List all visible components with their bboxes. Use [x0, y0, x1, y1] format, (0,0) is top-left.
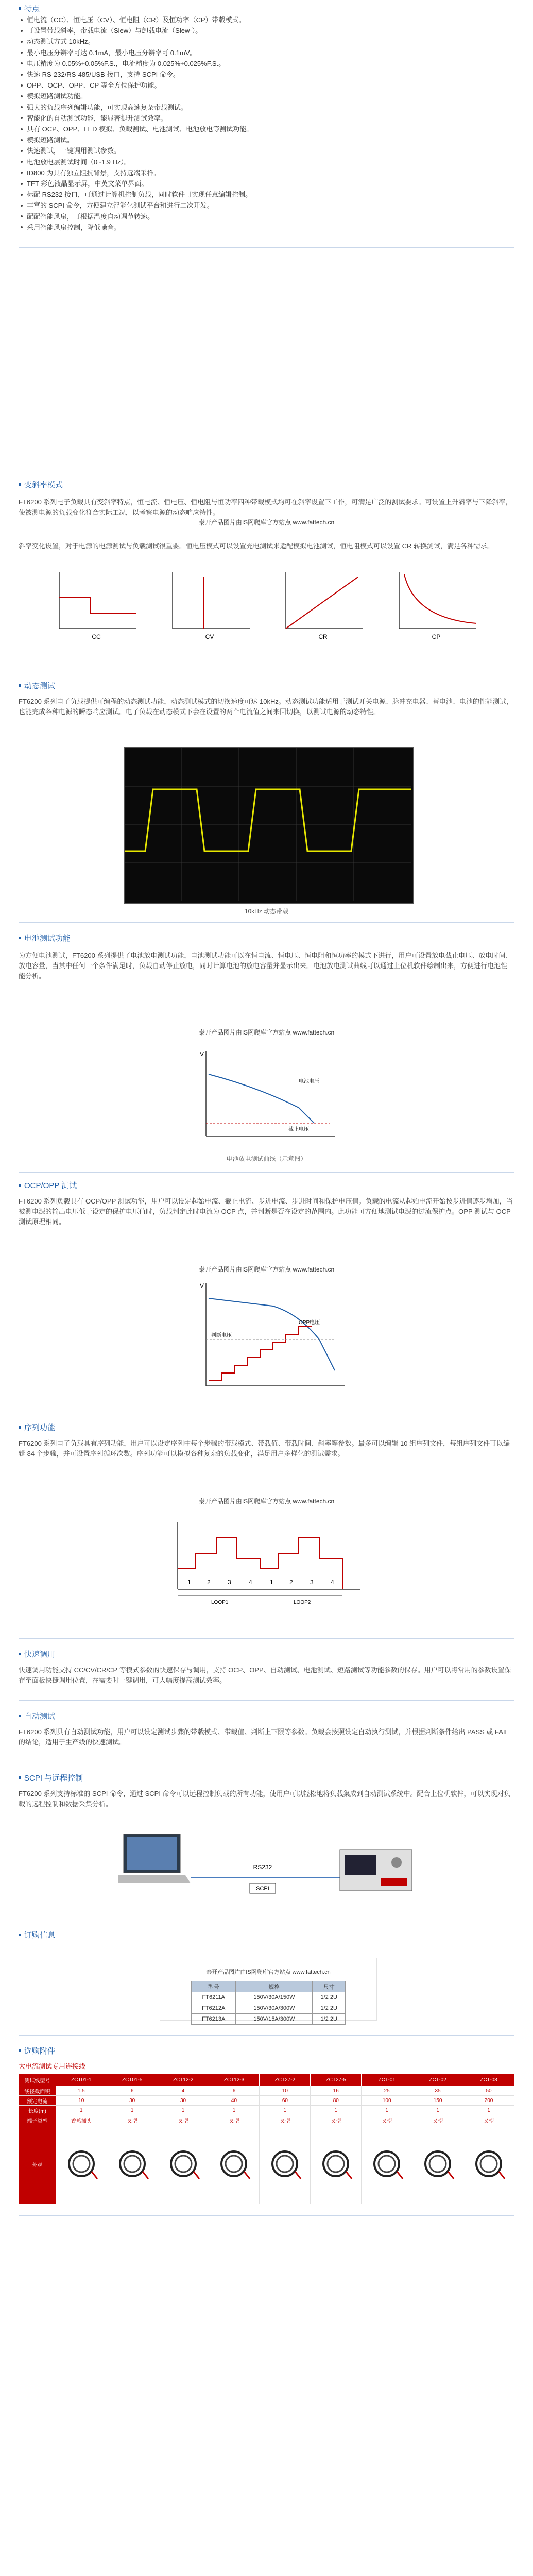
divider	[19, 922, 514, 923]
chart-cv	[173, 572, 250, 640]
cable-cell: 60	[260, 2096, 311, 2106]
ocp-pout-label: OPP电压	[299, 1320, 320, 1326]
cable-cell: 叉型	[412, 2115, 463, 2125]
cable-cell: 1	[412, 2106, 463, 2115]
cable-coil-icon	[216, 2146, 252, 2182]
list-step: 2	[289, 1579, 293, 1586]
list-paragraph: FT6200 系列电子负载具有序列功能，用户可以设定序列中每个步骤的带载模式、带载值、带载时间、斜率等参数。最多可以编辑 10 组序列文件，每组序列文件可以编辑 84 个步骤，并可设置序列循环次数。序列功能可以模拟各种复杂的负载变化，满足用户多样化的测试需求。	[19, 1439, 510, 1458]
dynamic-paragraph: FT6200 系列电子负载提供可编程的动态测试功能，动态测试模式的切换速度可达 10kHz。动态测试功能适用于测试开关电源、脉冲充电器、蓄电池、电池的性能测试，也能完成各种电源的瞬态响应测试。电子负载在动态模式下会在设置的两个电流值之间来回切换，以测试电源的动态特性。	[19, 698, 513, 716]
battery-caption: 电池放电测试曲线（示意图）	[226, 1155, 307, 1162]
cable-cell: 16	[311, 2086, 362, 2096]
battery-title: 电池测试功能	[19, 933, 71, 943]
laptop-icon	[118, 1834, 191, 1883]
slew-charts	[49, 567, 492, 644]
order-table-body	[192, 1992, 346, 2025]
bullet-icon	[21, 128, 23, 130]
cable-header-cell: ZCT-01	[362, 2074, 412, 2086]
feature-text: 模拟短路测试功能。	[27, 92, 88, 100]
cable-cell: 6	[107, 2086, 158, 2096]
list-step: 4	[331, 1579, 334, 1586]
cable-cell: 叉型	[362, 2115, 412, 2125]
slew-paragraph-2: 斜率变化设置，对于电源的电源测试与负载测试很重要。恒电压模式可以设置充电测试来适配模拟电池测试，恒电阻模式可以设置 CR 转换测试，满足各种需求。	[19, 542, 494, 550]
section-bullet-icon	[19, 1426, 21, 1429]
order-cell: 1/2 2U	[313, 2003, 346, 2014]
chart-cc	[59, 572, 136, 640]
features-title: 特点	[19, 3, 40, 14]
order-image	[160, 1958, 377, 2021]
cable-header-cell: ZCT12-3	[209, 2074, 260, 2086]
divider	[19, 1700, 514, 1701]
bullet-icon	[21, 52, 23, 54]
cable-cell: 线径截面积	[19, 2086, 56, 2096]
bullet-icon	[21, 150, 23, 152]
dynamic-title: 动态测试	[19, 680, 55, 691]
cable-cell: 1	[260, 2106, 311, 2115]
cable-cell: 叉型	[260, 2115, 311, 2125]
cables-table-body	[19, 2086, 514, 2204]
feature-text: 智能化的自动测试功能，能显著提升测试效率。	[27, 114, 168, 122]
bullet-icon	[21, 62, 23, 64]
table-row	[19, 2115, 514, 2125]
table-row	[192, 1992, 346, 2003]
feature-text: 电压精度为 0.05%+0.05%F.S.，电流精度为 0.025%+0.025%F.S.。	[27, 59, 226, 67]
auto-paragraph: FT6200 系列具有自动测试功能，用户可以设定测试步骤的带载模式、带载值、判断上下限等参数。负载会按照设定自动执行测试，并根据判断条件给出 PASS 或 FAIL 的结论，适用于生产线的快速测试。	[19, 1728, 509, 1746]
bullet-icon	[21, 106, 23, 108]
electronic-load-device-icon	[340, 1850, 412, 1891]
cable-cell: 10	[56, 2096, 107, 2106]
chart-label-cp: CP	[432, 633, 441, 640]
cable-header-cell: 测试线型号	[19, 2074, 56, 2086]
feature-item	[19, 58, 253, 69]
cable-header-cell: ZCT27-5	[311, 2074, 362, 2086]
bullet-icon	[21, 19, 23, 21]
cable-header-cell: ZCT-02	[412, 2074, 463, 2086]
cable-photo-label: 外观	[19, 2125, 56, 2204]
section-bullet-icon	[19, 1184, 21, 1187]
cable-header-cell: ZCT01-1	[56, 2074, 107, 2086]
feature-item	[19, 200, 253, 211]
order-cell: 150V/30A/150W	[236, 1992, 313, 2003]
order-cell: 150V/15A/300W	[236, 2014, 313, 2025]
cable-cell: 30	[158, 2096, 209, 2106]
cable-cell: 25	[362, 2086, 412, 2096]
feature-item	[19, 14, 253, 25]
section-bullet-icon	[19, 937, 21, 939]
feature-list	[19, 14, 253, 233]
cable-photo-cell	[209, 2125, 260, 2204]
feature-text: OPP、OCP、OPP、CP 等全方位保护功能。	[27, 81, 161, 90]
section-bullet-icon	[19, 684, 21, 687]
ocp-axis-v: V	[200, 1282, 204, 1290]
ocp-chart-svg	[196, 1278, 350, 1396]
slew-charts-svg	[49, 567, 492, 644]
cable-cell: 6	[209, 2086, 260, 2096]
table-row	[192, 2003, 346, 2014]
cable-cell: 叉型	[107, 2115, 158, 2125]
cable-photo-cell	[463, 2125, 514, 2204]
feature-item	[19, 178, 253, 189]
loop-label: LOOP2	[294, 1600, 311, 1605]
bullet-icon	[21, 74, 23, 76]
feature-item	[19, 80, 253, 91]
table-row	[19, 2096, 514, 2106]
order-cell: FT6211A	[192, 1992, 236, 2003]
cable-cell: 香蕉插头	[56, 2115, 107, 2125]
battery-cutoff-label: 截止电压	[288, 1127, 309, 1132]
cable-cell: 4	[158, 2086, 209, 2096]
divider	[19, 1638, 514, 1639]
remote-title: SCPI 与远程控制	[19, 1772, 83, 1783]
bullet-icon	[21, 41, 23, 43]
cable-photo-cell	[56, 2125, 107, 2204]
divider	[19, 2215, 514, 2216]
bullet-icon	[21, 84, 23, 87]
ocp-trig-label: 判断电压	[211, 1333, 232, 1338]
cable-cell: 叉型	[311, 2115, 362, 2125]
order-cell: FT6212A	[192, 2003, 236, 2014]
feature-item	[19, 145, 253, 156]
quick-paragraph: 快速调用功能支持 CC/CV/CR/CP 等模式参数的快速保存与调用，支持 OCP、OPP、自动测试、电池测试、短路测试等功能参数的保存。用户可以将常用的参数设置保存至面板快捷调用位置，在需要时一键调用，可大幅度提高测试效率。	[19, 1666, 511, 1684]
feature-item	[19, 25, 253, 36]
feature-text: 模拟短路测试。	[27, 136, 74, 144]
slew-title: 变斜率模式	[19, 479, 63, 490]
list-step: 3	[228, 1579, 231, 1586]
battery-chart	[196, 1046, 340, 1149]
chart-cr	[286, 572, 363, 640]
feature-text: 恒电流（CC）、恒电压（CV）、恒电阻（CR）及恒功率（CP）带载模式。	[27, 16, 246, 24]
battery-curve-label: 电池电压	[299, 1079, 319, 1084]
cable-coil-icon	[369, 2146, 405, 2182]
auto-title: 自动测试	[19, 1710, 55, 1721]
feature-item	[19, 69, 253, 80]
battery-axis-v: V	[200, 1050, 204, 1058]
cable-cell: 叉型	[209, 2115, 260, 2125]
feature-item	[19, 124, 253, 134]
feature-text: 电池放电层测试时间（0~1.9 Hz）。	[27, 158, 131, 166]
scpi-label: SCPI	[256, 1886, 269, 1892]
feature-text: 快速测试，一键调用测试参数。	[27, 147, 121, 155]
cable-cell: 叉型	[158, 2115, 209, 2125]
watermark: 泰开产品图片由IS网爬库官方站点 www.fattech.cn	[198, 1498, 335, 1505]
cable-header-cell: ZCT-03	[463, 2074, 514, 2086]
feature-text: 丰富的 SCPI 命令，方便建立智能化测试平台和进行二次开发。	[27, 201, 214, 210]
watermark: 泰开产品图片由IS网爬库官方站点 www.fattech.cn	[198, 519, 335, 526]
bullet-icon	[21, 183, 23, 185]
feature-text: 最小电压分辨率可达 0.1mA，最小电压分辨率可 0.1mV。	[27, 48, 197, 57]
order-header-cell: 规格	[236, 1981, 313, 1992]
cable-photo-row	[19, 2125, 514, 2204]
order-header-cell: 型号	[192, 1981, 236, 1992]
bullet-icon	[21, 117, 23, 119]
cable-photo-cell	[412, 2125, 463, 2204]
dynamic-caption: 10kHz 动态带载	[244, 908, 289, 915]
cable-cell: 端子类型	[19, 2115, 56, 2125]
cable-coil-icon	[267, 2146, 303, 2182]
cable-cell: 1	[209, 2106, 260, 2115]
chart-cp	[399, 572, 476, 640]
cable-cell: 35	[412, 2086, 463, 2096]
list-title: 序列功能	[19, 1422, 55, 1433]
section-bullet-icon	[19, 1653, 21, 1655]
section-bullet-icon	[19, 1776, 21, 1779]
section-bullet-icon	[19, 7, 21, 10]
feature-item	[19, 91, 253, 101]
bullet-icon	[21, 95, 23, 97]
bullet-icon	[21, 205, 23, 207]
ocp-chart	[196, 1278, 350, 1396]
feature-item	[19, 102, 253, 113]
feature-item	[19, 113, 253, 124]
cable-cell: 80	[311, 2096, 362, 2106]
cable-cell: 1	[463, 2106, 514, 2115]
list-step: 1	[187, 1579, 191, 1586]
oscilloscope-screenshot	[124, 747, 414, 904]
cable-cell: 长度(m)	[19, 2106, 56, 2115]
cable-cell: 叉型	[463, 2115, 514, 2125]
feature-item	[19, 222, 253, 233]
feature-text: 快速 RS-232/RS-485/USB 接口，支持 SCPI 命令。	[27, 71, 180, 79]
bullet-icon	[21, 194, 23, 196]
cable-photo-cell	[362, 2125, 412, 2204]
cable-cell: 50	[463, 2086, 514, 2096]
divider	[19, 2035, 514, 2036]
feature-text: 动态测试方式 10kHz。	[27, 38, 95, 46]
cable-header-cell: ZCT27-2	[260, 2074, 311, 2086]
battery-chart-svg	[196, 1046, 340, 1149]
feature-item	[19, 157, 253, 167]
table-row	[19, 2086, 514, 2096]
cable-coil-icon	[318, 2146, 354, 2182]
bullet-icon	[21, 172, 23, 174]
feature-text: 强大的负载序列编辑功能，可实现高速复杂带载测试。	[27, 103, 188, 111]
cable-coil-icon	[63, 2146, 99, 2182]
feature-text: 具有 OCP、OPP、LED 模拟、负载测试、电池测试、电池放电等测试功能。	[27, 125, 253, 133]
cable-cell: 100	[362, 2096, 412, 2106]
list-step: 2	[207, 1579, 211, 1586]
rs232-label: RS232	[253, 1863, 272, 1871]
divider	[19, 247, 514, 248]
remote-paragraph: FT6200 系列支持标准的 SCPI 命令，通过 SCPI 命令可以远程控制负载的所有功能，使用户可以轻松地将负载集成到自动测试系统中。配合上位机软件，可以实现对负载的远程控制和数据采集分析。	[19, 1790, 511, 1808]
table-row	[192, 2014, 346, 2025]
cable-cell: 1	[107, 2106, 158, 2115]
section-bullet-icon	[19, 2049, 21, 2052]
remote-diagram-svg	[118, 1829, 417, 1901]
cable-cell: 1.5	[56, 2086, 107, 2096]
feature-item	[19, 189, 253, 200]
cables-title: 选购附件	[19, 2045, 55, 2056]
ocp-paragraph: FT6200 系列负载具有 OCP/OPP 测试功能，用户可以设定起始电流、截止电流、步进电流、步进时间和保护电压值。负载的电流从起始电流开始按步进值逐步增加，当被测电源的输出电压低于设定的保护电压值时，负载判定此时电流为 OCP 点，并判断是否在设定的范围内。此功能可方便地测试电源的过流保护点。OPP 测试与 OCP 测试原理相同。	[19, 1197, 513, 1226]
cables-subtitle: 大电流测试专用连接线	[19, 2062, 86, 2070]
section-bullet-icon	[19, 1934, 21, 1936]
feature-text: 标配 RS232 接口，可通过计算机控制负载，同时软件可实现任意编辑控制。	[27, 191, 252, 199]
bullet-icon	[21, 226, 23, 228]
feature-text: 可设置带载斜率，带载电流（Slew）与卸载电流（Slew-）。	[27, 27, 202, 35]
order-cell: 1/2 2U	[313, 2014, 346, 2025]
cable-cell: 30	[107, 2096, 158, 2106]
cables-table	[19, 2074, 514, 2204]
bullet-icon	[21, 215, 23, 217]
cable-cell: 额定电流	[19, 2096, 56, 2106]
bullet-icon	[21, 161, 23, 163]
feature-item	[19, 36, 253, 47]
order-cell: FT6213A	[192, 2014, 236, 2025]
list-chart	[170, 1517, 366, 1610]
list-step: 1	[270, 1579, 273, 1586]
feature-text: 采用智能风扇控制，降低噪音。	[27, 223, 121, 231]
cable-coil-icon	[165, 2146, 201, 2182]
feature-text: 配配智能风扇，可根据温度自动调节转速。	[27, 212, 154, 221]
list-step: 3	[310, 1579, 314, 1586]
feature-item	[19, 47, 253, 58]
chart-label-cr: CR	[318, 633, 328, 640]
feature-item	[19, 134, 253, 145]
section-bullet-icon	[19, 483, 21, 486]
order-cell: 1/2 2U	[313, 1992, 346, 2003]
loop-label: LOOP1	[211, 1600, 229, 1605]
slew-paragraph: FT6200 系列电子负载具有变斜率特点，恒电流、恒电压、恒电阻与恒功率四种带载模式均可在斜率设置下工作，可满足广泛的测试要求。可设置上升斜率与下降斜率，使被测电源的负载变化符合实际工况，以考察电源的动态响应特性。	[19, 498, 512, 516]
cable-photo-cell	[107, 2125, 158, 2204]
watermark: 泰开产品图片由IS网爬库官方站点 www.fattech.cn	[206, 1969, 331, 1975]
list-chart-svg	[170, 1517, 366, 1610]
chart-label-cv: CV	[205, 633, 214, 640]
order-cell: 150V/30A/300W	[236, 2003, 313, 2014]
cable-photo-cell	[260, 2125, 311, 2204]
cable-cell: 40	[209, 2096, 260, 2106]
feature-text: ID800 为具有独立阻抗背景，支持远端采样。	[27, 168, 161, 177]
chart-label-cc: CC	[92, 633, 101, 640]
battery-paragraph: 为方便电池测试，FT6200 系列提供了电池放电测试功能，电池测试功能可以在恒电流、恒电压、恒电阻和恒功率的模式下进行，用户可设置放电截止电压、放电时间、放电容量，当其中任何一个条件满足时，负载自动停止放电，同时计算电池的放电容量并显示出来。电池放电测试曲线可以通过上位机软件绘制出来，方便进行电池性能分析。	[19, 952, 512, 980]
cable-cell: 200	[463, 2096, 514, 2106]
divider	[19, 1172, 514, 1173]
cable-coil-icon	[420, 2146, 456, 2182]
bullet-icon	[21, 139, 23, 141]
cable-cell: 1	[362, 2106, 412, 2115]
remote-diagram	[118, 1829, 417, 1901]
feature-item	[19, 167, 253, 178]
section-bullet-icon	[19, 1715, 21, 1717]
cable-cell: 10	[260, 2086, 311, 2096]
cables-table-header	[19, 2074, 514, 2086]
oscilloscope-waveform	[125, 748, 411, 901]
bullet-icon	[21, 30, 23, 32]
cable-photo-cell	[311, 2125, 362, 2204]
feature-text: TFT 彩色液晶显示屏，中英文菜单界面。	[27, 180, 148, 188]
cable-cell: 150	[412, 2096, 463, 2106]
quick-title: 快速调用	[19, 1649, 55, 1659]
cable-cell: 1	[311, 2106, 362, 2115]
watermark: 泰开产品图片由IS网爬库官方站点 www.fattech.cn	[198, 1029, 335, 1036]
feature-item	[19, 211, 253, 222]
cable-coil-icon	[471, 2146, 507, 2182]
order-title: 订购信息	[19, 1929, 55, 1940]
cable-header-cell: ZCT12-2	[158, 2074, 209, 2086]
order-table-header	[192, 1981, 346, 1992]
order-header-cell: 尺寸	[313, 1981, 346, 1992]
list-step: 4	[249, 1579, 252, 1586]
ocp-title: OCP/OPP 测试	[19, 1180, 77, 1191]
cable-header-cell: ZCT01-5	[107, 2074, 158, 2086]
cable-cell: 1	[56, 2106, 107, 2115]
table-row	[19, 2106, 514, 2115]
cable-coil-icon	[114, 2146, 150, 2182]
watermark: 泰开产品图片由IS网爬库官方站点 www.fattech.cn	[198, 1266, 335, 1273]
order-table	[191, 1981, 346, 2025]
cable-cell: 1	[158, 2106, 209, 2115]
cable-photo-cell	[158, 2125, 209, 2204]
